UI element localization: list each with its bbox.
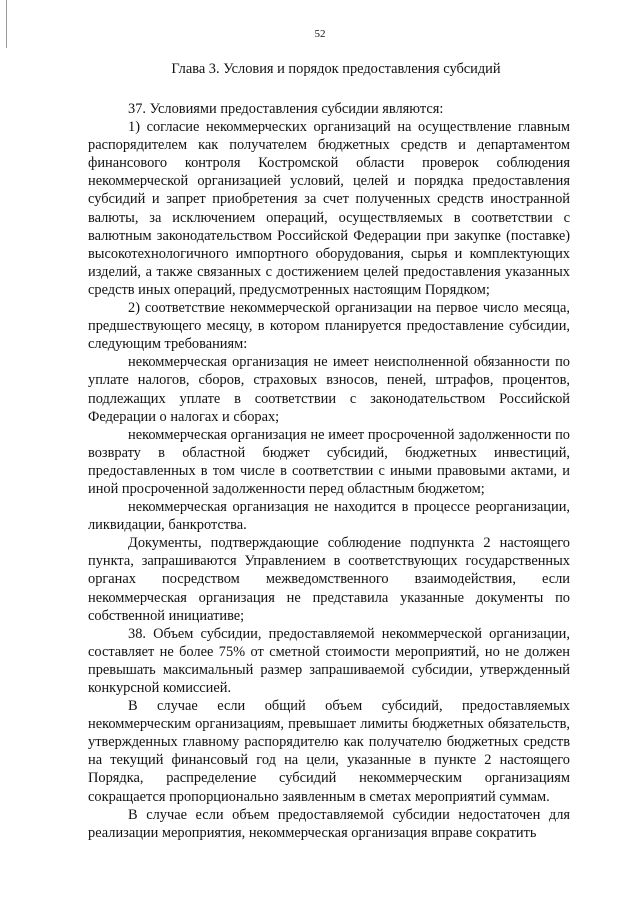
page-edge-line xyxy=(6,0,7,48)
paragraph-37-intro: 37. Условиями предоставления субсидии являются: xyxy=(128,101,444,117)
paragraph-insufficient: В случае если объем предоставляемой субсидии недостаточен для реализации мероприятия, некоммерческая организация вправе сократить xyxy=(88,806,570,841)
paragraph-condition-1: 1) согласие некоммерческих организаций на осуществление главным распорядителем как получателем бюджетных средств и департаментом финансового контроля Костромской области проверок соблюдения некоммерческой организацией условий, целей и порядка предоставления субсидий и запрет приобретения за счет полученных средств иностранной валюты, за исключением операций, осуществляемых в соответствии с валютным законодательством Российской Федерации при закупке (поставке) высокотехнологичного импортного оборудования, сырья и комплектующих изделий, а также связанных с достижением целей предоставления указанных средств иных операций, предусмотренных настоящим Порядком; xyxy=(88,119,570,298)
chapter-title: Глава 3. Условия и порядок предоставления субсидий xyxy=(171,61,501,77)
paragraph-requirement-reorganization: некоммерческая организация не находится в процессе реорганизации, ликвидации, банкротства. xyxy=(88,499,570,534)
paragraph-documents: Документы, подтверждающие соблюдение подпункта 2 настоящего пункта, запрашиваются Управлением в соответствующих государственных органах посредством межведомственного взаимодействия, если некоммерческая организация не представила указанные документы по собственной инициативе; xyxy=(88,535,570,624)
paragraph-limits: В случае если общий объем субсидий, предоставляемых некоммерческим организациям, превышает лимиты бюджетных обязательств, утвержденных главному распорядителю как получателю бюджетных средств на текущий финансовый год на цели, указанные в пункте 2 настоящего Порядка, распределение субсидий некоммерческим организациям сокращается пропорционально заявленным в сметах мероприятий суммам. xyxy=(88,698,570,805)
paragraph-condition-2: 2) соответствие некоммерческой организации на первое число месяца, предшествующего месяцу, в котором планируется предоставление субсидии, следующим требованиям: xyxy=(88,300,570,353)
paragraph-requirement-debt: некоммерческая организация не имеет просроченной задолженности по возврату в областной бюджет субсидий, бюджетных инвестиций, предоставленных в том числе в соответствии с иными правовыми актами, и иной просроченной задолженности перед областным бюджетом; xyxy=(88,426,570,497)
paragraph-requirement-taxes: некоммерческая организация не имеет неисполненной обязанности по уплате налогов, сборов, страховых взносов, пеней, штрафов, процентов, подлежащих уплате в соответствии с законодательством Российской Федерации о налогах и сборах; xyxy=(88,354,570,425)
page-number: 52 xyxy=(314,28,326,40)
paragraph-38-volume: 38. Объем субсидии, предоставляемой некоммерческой организации, составляет не более 75% от сметной стоимости мероприятий, но не должен превышать максимальный размер запрашиваемой субсидии, утвержденный конкурсной комиссией. xyxy=(88,625,570,696)
page-body xyxy=(88,60,570,842)
